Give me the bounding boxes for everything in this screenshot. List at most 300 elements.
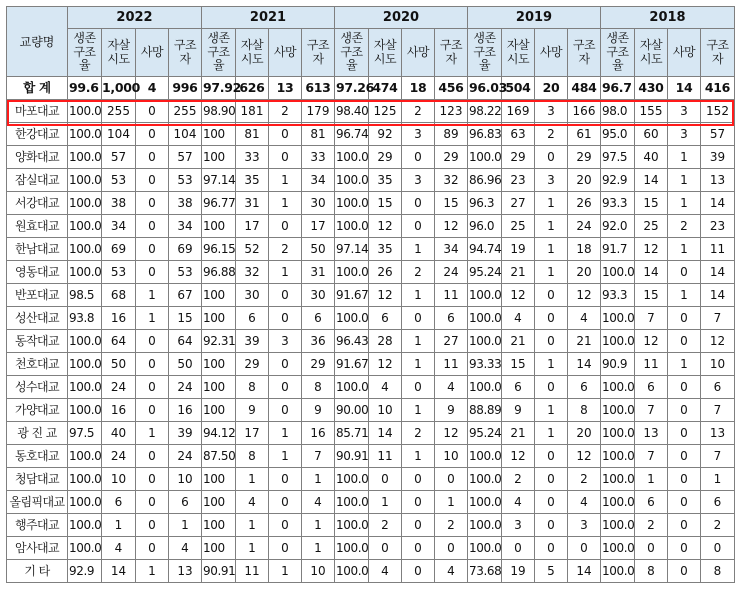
- table-row: [7, 284, 735, 307]
- data-cell: 0: [635, 537, 668, 560]
- data-cell: 1: [136, 284, 169, 307]
- data-cell: 12: [435, 422, 468, 445]
- data-cell: 6: [435, 307, 468, 330]
- column-header: 자살 시도: [635, 29, 668, 77]
- data-cell: 4: [369, 376, 402, 399]
- data-cell: 0: [269, 215, 302, 238]
- bridge-name-cell: 행주대교: [7, 514, 68, 537]
- data-cell: 64: [169, 330, 202, 353]
- data-cell: 181: [236, 100, 269, 123]
- data-cell: 100.0: [468, 376, 502, 399]
- total-cell: 99.6: [68, 77, 102, 100]
- data-cell: 100.0: [335, 376, 369, 399]
- data-cell: 2: [269, 100, 302, 123]
- data-cell: 7: [635, 307, 668, 330]
- data-cell: 100: [202, 468, 236, 491]
- data-cell: 21: [502, 330, 535, 353]
- data-cell: 24: [169, 445, 202, 468]
- bridge-name-cell: 잠실대교: [7, 169, 68, 192]
- table-row: [7, 238, 735, 261]
- data-cell: 97.5: [601, 146, 635, 169]
- table-row: [7, 491, 735, 514]
- data-cell: 96.0: [468, 215, 502, 238]
- table-row: [7, 123, 735, 146]
- data-cell: 31: [302, 261, 335, 284]
- column-header: 생존 구조 율: [468, 29, 502, 77]
- data-cell: 100: [202, 353, 236, 376]
- data-cell: 0: [136, 215, 169, 238]
- data-cell: 100.0: [468, 307, 502, 330]
- data-cell: 0: [136, 169, 169, 192]
- data-cell: 4: [568, 491, 601, 514]
- data-cell: 0: [535, 491, 568, 514]
- bridge-name-header: 교량명: [7, 7, 68, 77]
- data-cell: 96.3: [468, 192, 502, 215]
- bridge-name-cell: 성수대교: [7, 376, 68, 399]
- data-cell: 94.74: [468, 238, 502, 261]
- data-cell: 35: [236, 169, 269, 192]
- data-cell: 100.0: [601, 261, 635, 284]
- data-cell: 0: [402, 537, 435, 560]
- data-cell: 100.0: [68, 468, 102, 491]
- data-cell: 12: [568, 284, 601, 307]
- column-header: 구조 자: [302, 29, 335, 77]
- data-cell: 9: [435, 399, 468, 422]
- total-cell: 613: [302, 77, 335, 100]
- data-cell: 100.0: [601, 514, 635, 537]
- data-cell: 12: [568, 445, 601, 468]
- column-header: 구조 자: [568, 29, 601, 77]
- year-header: 2019: [468, 7, 601, 29]
- data-cell: 21: [502, 261, 535, 284]
- bridge-statistics-table: [6, 6, 735, 583]
- data-cell: 69: [102, 238, 136, 261]
- data-cell: 100.0: [335, 491, 369, 514]
- data-cell: 13: [635, 422, 668, 445]
- data-cell: 10: [302, 560, 335, 583]
- data-cell: 32: [435, 169, 468, 192]
- data-cell: 4: [568, 307, 601, 330]
- data-cell: 1: [635, 468, 668, 491]
- column-header: 자살 시도: [502, 29, 535, 77]
- data-cell: 100.0: [335, 468, 369, 491]
- table-row: [7, 376, 735, 399]
- data-cell: 6: [502, 376, 535, 399]
- data-cell: 17: [236, 422, 269, 445]
- data-cell: 28: [369, 330, 402, 353]
- data-cell: 96.77: [202, 192, 236, 215]
- data-cell: 29: [568, 146, 601, 169]
- data-cell: 0: [435, 468, 468, 491]
- total-label: 합 계: [7, 77, 68, 100]
- data-cell: 2: [568, 468, 601, 491]
- table-body: [7, 7, 735, 583]
- bridge-name-cell: 동작대교: [7, 330, 68, 353]
- data-cell: 29: [236, 353, 269, 376]
- data-cell: 2: [701, 514, 735, 537]
- data-cell: 0: [269, 353, 302, 376]
- year-header-row: [7, 7, 735, 29]
- data-cell: 100.0: [468, 537, 502, 560]
- data-cell: 8: [568, 399, 601, 422]
- data-cell: 100.0: [68, 353, 102, 376]
- data-cell: 30: [302, 284, 335, 307]
- data-cell: 1: [169, 514, 202, 537]
- data-cell: 3: [568, 514, 601, 537]
- data-cell: 104: [102, 123, 136, 146]
- data-cell: 0: [269, 514, 302, 537]
- data-cell: 1: [535, 215, 568, 238]
- data-cell: 2: [635, 514, 668, 537]
- data-cell: 15: [635, 192, 668, 215]
- data-cell: 14: [701, 261, 735, 284]
- data-cell: 24: [102, 376, 136, 399]
- data-cell: 12: [635, 238, 668, 261]
- data-cell: 40: [102, 422, 136, 445]
- data-cell: 68: [102, 284, 136, 307]
- data-cell: 0: [136, 123, 169, 146]
- data-cell: 4: [302, 491, 335, 514]
- data-cell: 0: [136, 537, 169, 560]
- data-cell: 7: [701, 445, 735, 468]
- data-cell: 93.33: [468, 353, 502, 376]
- data-cell: 7: [635, 399, 668, 422]
- data-cell: 8: [236, 376, 269, 399]
- total-cell: 1,000: [102, 77, 136, 100]
- data-cell: 92.9: [68, 560, 102, 583]
- data-cell: 1: [535, 399, 568, 422]
- data-cell: 1: [302, 514, 335, 537]
- data-cell: 100.0: [68, 146, 102, 169]
- data-cell: 1: [535, 192, 568, 215]
- data-cell: 0: [668, 376, 701, 399]
- data-cell: 100.0: [601, 307, 635, 330]
- data-cell: 0: [269, 468, 302, 491]
- data-cell: 73.68: [468, 560, 502, 583]
- data-cell: 50: [102, 353, 136, 376]
- data-cell: 100: [202, 376, 236, 399]
- data-cell: 15: [435, 192, 468, 215]
- data-cell: 61: [568, 123, 601, 146]
- total-cell: 96.7: [601, 77, 635, 100]
- data-cell: 100.0: [601, 330, 635, 353]
- data-cell: 3: [668, 123, 701, 146]
- data-cell: 0: [402, 376, 435, 399]
- data-cell: 10: [102, 468, 136, 491]
- data-cell: 6: [701, 491, 735, 514]
- data-cell: 34: [302, 169, 335, 192]
- data-cell: 67: [169, 284, 202, 307]
- data-cell: 40: [635, 146, 668, 169]
- data-cell: 100: [202, 514, 236, 537]
- table-row: [7, 399, 735, 422]
- data-cell: 100.0: [335, 261, 369, 284]
- data-cell: 0: [668, 307, 701, 330]
- data-cell: 69: [169, 238, 202, 261]
- data-cell: 0: [402, 307, 435, 330]
- data-cell: 0: [402, 514, 435, 537]
- data-cell: 33: [302, 146, 335, 169]
- data-cell: 0: [136, 491, 169, 514]
- data-cell: 100.0: [601, 491, 635, 514]
- total-cell: 96.03: [468, 77, 502, 100]
- data-cell: 91.7: [601, 238, 635, 261]
- data-cell: 96.43: [335, 330, 369, 353]
- data-cell: 20: [568, 422, 601, 445]
- bridge-name-cell: 암사대교: [7, 537, 68, 560]
- data-cell: 100: [202, 537, 236, 560]
- data-cell: 255: [169, 100, 202, 123]
- data-cell: 29: [369, 146, 402, 169]
- data-cell: 10: [701, 353, 735, 376]
- data-cell: 0: [435, 537, 468, 560]
- data-cell: 0: [269, 307, 302, 330]
- table-row: [7, 192, 735, 215]
- data-cell: 95.24: [468, 422, 502, 445]
- data-cell: 26: [568, 192, 601, 215]
- table-row: [7, 100, 735, 123]
- column-header: 자살 시도: [369, 29, 402, 77]
- data-cell: 255: [102, 100, 136, 123]
- column-header: 구조 자: [435, 29, 468, 77]
- data-cell: 95.0: [601, 123, 635, 146]
- data-cell: 0: [535, 284, 568, 307]
- data-cell: 30: [302, 192, 335, 215]
- data-cell: 0: [701, 537, 735, 560]
- data-cell: 100.0: [335, 215, 369, 238]
- data-cell: 14: [701, 192, 735, 215]
- column-header: 자살 시도: [236, 29, 269, 77]
- total-cell: 474: [369, 77, 402, 100]
- data-cell: 1: [535, 238, 568, 261]
- table-row: [7, 146, 735, 169]
- bridge-name-cell: 영동대교: [7, 261, 68, 284]
- total-cell: 97.26: [335, 77, 369, 100]
- table-row: [7, 514, 735, 537]
- data-cell: 39: [236, 330, 269, 353]
- data-cell: 100.0: [468, 514, 502, 537]
- data-cell: 0: [136, 445, 169, 468]
- data-cell: 100.0: [68, 491, 102, 514]
- data-cell: 36: [302, 330, 335, 353]
- data-cell: 63: [502, 123, 535, 146]
- data-cell: 3: [502, 514, 535, 537]
- data-cell: 6: [701, 376, 735, 399]
- data-cell: 2: [402, 100, 435, 123]
- data-cell: 100: [202, 215, 236, 238]
- data-cell: 88.89: [468, 399, 502, 422]
- data-cell: 0: [136, 330, 169, 353]
- year-header: 2020: [335, 7, 468, 29]
- total-cell: 14: [668, 77, 701, 100]
- data-cell: 64: [102, 330, 136, 353]
- data-cell: 0: [369, 537, 402, 560]
- data-cell: 1: [668, 284, 701, 307]
- data-cell: 100.0: [68, 376, 102, 399]
- table-row: [7, 560, 735, 583]
- column-header: 사망: [136, 29, 169, 77]
- bridge-name-cell: 마포대교: [7, 100, 68, 123]
- data-cell: 3: [269, 330, 302, 353]
- data-cell: 0: [269, 537, 302, 560]
- data-cell: 90.91: [202, 560, 236, 583]
- data-cell: 0: [269, 284, 302, 307]
- data-cell: 24: [568, 215, 601, 238]
- data-cell: 35: [369, 238, 402, 261]
- data-cell: 179: [302, 100, 335, 123]
- year-header: 2018: [601, 7, 735, 29]
- data-cell: 1: [668, 169, 701, 192]
- data-cell: 1: [402, 399, 435, 422]
- bridge-name-cell: 양화대교: [7, 146, 68, 169]
- data-cell: 25: [502, 215, 535, 238]
- data-cell: 1: [269, 445, 302, 468]
- data-cell: 98.90: [202, 100, 236, 123]
- total-cell: 996: [169, 77, 202, 100]
- column-header: 사망: [535, 29, 568, 77]
- data-cell: 0: [369, 468, 402, 491]
- data-cell: 93.3: [601, 284, 635, 307]
- data-cell: 100.0: [68, 192, 102, 215]
- data-cell: 1: [302, 537, 335, 560]
- data-cell: 9: [502, 399, 535, 422]
- data-cell: 53: [169, 261, 202, 284]
- data-cell: 31: [236, 192, 269, 215]
- data-cell: 1: [236, 468, 269, 491]
- data-cell: 0: [402, 468, 435, 491]
- data-cell: 0: [269, 146, 302, 169]
- total-cell: 20: [535, 77, 568, 100]
- data-cell: 17: [236, 215, 269, 238]
- data-cell: 1: [102, 514, 136, 537]
- data-cell: 2: [668, 215, 701, 238]
- data-cell: 0: [136, 399, 169, 422]
- data-cell: 16: [169, 399, 202, 422]
- data-cell: 92.31: [202, 330, 236, 353]
- data-cell: 14: [701, 284, 735, 307]
- data-cell: 100.0: [68, 514, 102, 537]
- data-cell: 20: [568, 169, 601, 192]
- data-cell: 16: [302, 422, 335, 445]
- data-cell: 4: [502, 307, 535, 330]
- data-cell: 0: [136, 261, 169, 284]
- total-row: [7, 77, 735, 100]
- data-cell: 29: [302, 353, 335, 376]
- data-cell: 91.67: [335, 353, 369, 376]
- total-cell: 456: [435, 77, 468, 100]
- table-row: [7, 307, 735, 330]
- data-cell: 6: [369, 307, 402, 330]
- data-cell: 100.0: [468, 468, 502, 491]
- data-cell: 1: [136, 560, 169, 583]
- data-cell: 0: [502, 537, 535, 560]
- data-cell: 0: [535, 445, 568, 468]
- data-cell: 96.15: [202, 238, 236, 261]
- data-cell: 3: [535, 100, 568, 123]
- year-header: 2022: [68, 7, 202, 29]
- bridge-name-cell: 성산대교: [7, 307, 68, 330]
- data-cell: 100.0: [468, 445, 502, 468]
- data-cell: 100.0: [68, 100, 102, 123]
- data-cell: 166: [568, 100, 601, 123]
- data-cell: 15: [369, 192, 402, 215]
- data-cell: 1: [402, 353, 435, 376]
- data-cell: 1: [668, 353, 701, 376]
- data-cell: 34: [169, 215, 202, 238]
- year-header: 2021: [202, 7, 335, 29]
- data-cell: 5: [535, 560, 568, 583]
- data-cell: 29: [435, 146, 468, 169]
- data-cell: 50: [302, 238, 335, 261]
- data-cell: 10: [435, 445, 468, 468]
- data-cell: 16: [102, 307, 136, 330]
- data-cell: 0: [136, 238, 169, 261]
- data-cell: 100.0: [601, 376, 635, 399]
- data-cell: 19: [502, 560, 535, 583]
- table-row: [7, 422, 735, 445]
- data-cell: 0: [668, 445, 701, 468]
- data-cell: 0: [535, 307, 568, 330]
- data-cell: 0: [136, 468, 169, 491]
- data-cell: 6: [635, 376, 668, 399]
- total-cell: 484: [568, 77, 601, 100]
- data-cell: 0: [136, 146, 169, 169]
- data-cell: 9: [236, 399, 269, 422]
- data-cell: 81: [236, 123, 269, 146]
- data-cell: 4: [102, 537, 136, 560]
- data-cell: 100.0: [68, 238, 102, 261]
- data-cell: 57: [701, 123, 735, 146]
- table-row: [7, 169, 735, 192]
- data-cell: 18: [568, 238, 601, 261]
- column-header-row: [7, 29, 735, 77]
- column-header: 자살 시도: [102, 29, 136, 77]
- data-cell: 11: [236, 560, 269, 583]
- data-cell: 21: [502, 422, 535, 445]
- data-cell: 100.0: [601, 399, 635, 422]
- data-cell: 23: [502, 169, 535, 192]
- data-cell: 100.0: [68, 261, 102, 284]
- data-cell: 1: [402, 238, 435, 261]
- data-cell: 100.0: [68, 330, 102, 353]
- data-cell: 1: [269, 261, 302, 284]
- data-cell: 0: [535, 146, 568, 169]
- data-cell: 1: [535, 422, 568, 445]
- data-cell: 15: [169, 307, 202, 330]
- data-cell: 98.22: [468, 100, 502, 123]
- data-cell: 3: [402, 169, 435, 192]
- data-cell: 0: [568, 537, 601, 560]
- data-cell: 0: [535, 330, 568, 353]
- data-cell: 100.0: [601, 468, 635, 491]
- data-cell: 0: [269, 123, 302, 146]
- data-cell: 6: [302, 307, 335, 330]
- data-cell: 0: [668, 261, 701, 284]
- bridge-name-cell: 한강대교: [7, 123, 68, 146]
- data-cell: 52: [236, 238, 269, 261]
- data-cell: 1: [236, 514, 269, 537]
- data-cell: 2: [369, 514, 402, 537]
- data-cell: 100: [202, 399, 236, 422]
- data-cell: 14: [568, 560, 601, 583]
- data-cell: 14: [635, 169, 668, 192]
- total-cell: 430: [635, 77, 668, 100]
- data-cell: 12: [369, 353, 402, 376]
- data-cell: 1: [668, 192, 701, 215]
- data-cell: 4: [369, 560, 402, 583]
- data-cell: 1: [236, 537, 269, 560]
- bridge-name-cell: 광 진 교: [7, 422, 68, 445]
